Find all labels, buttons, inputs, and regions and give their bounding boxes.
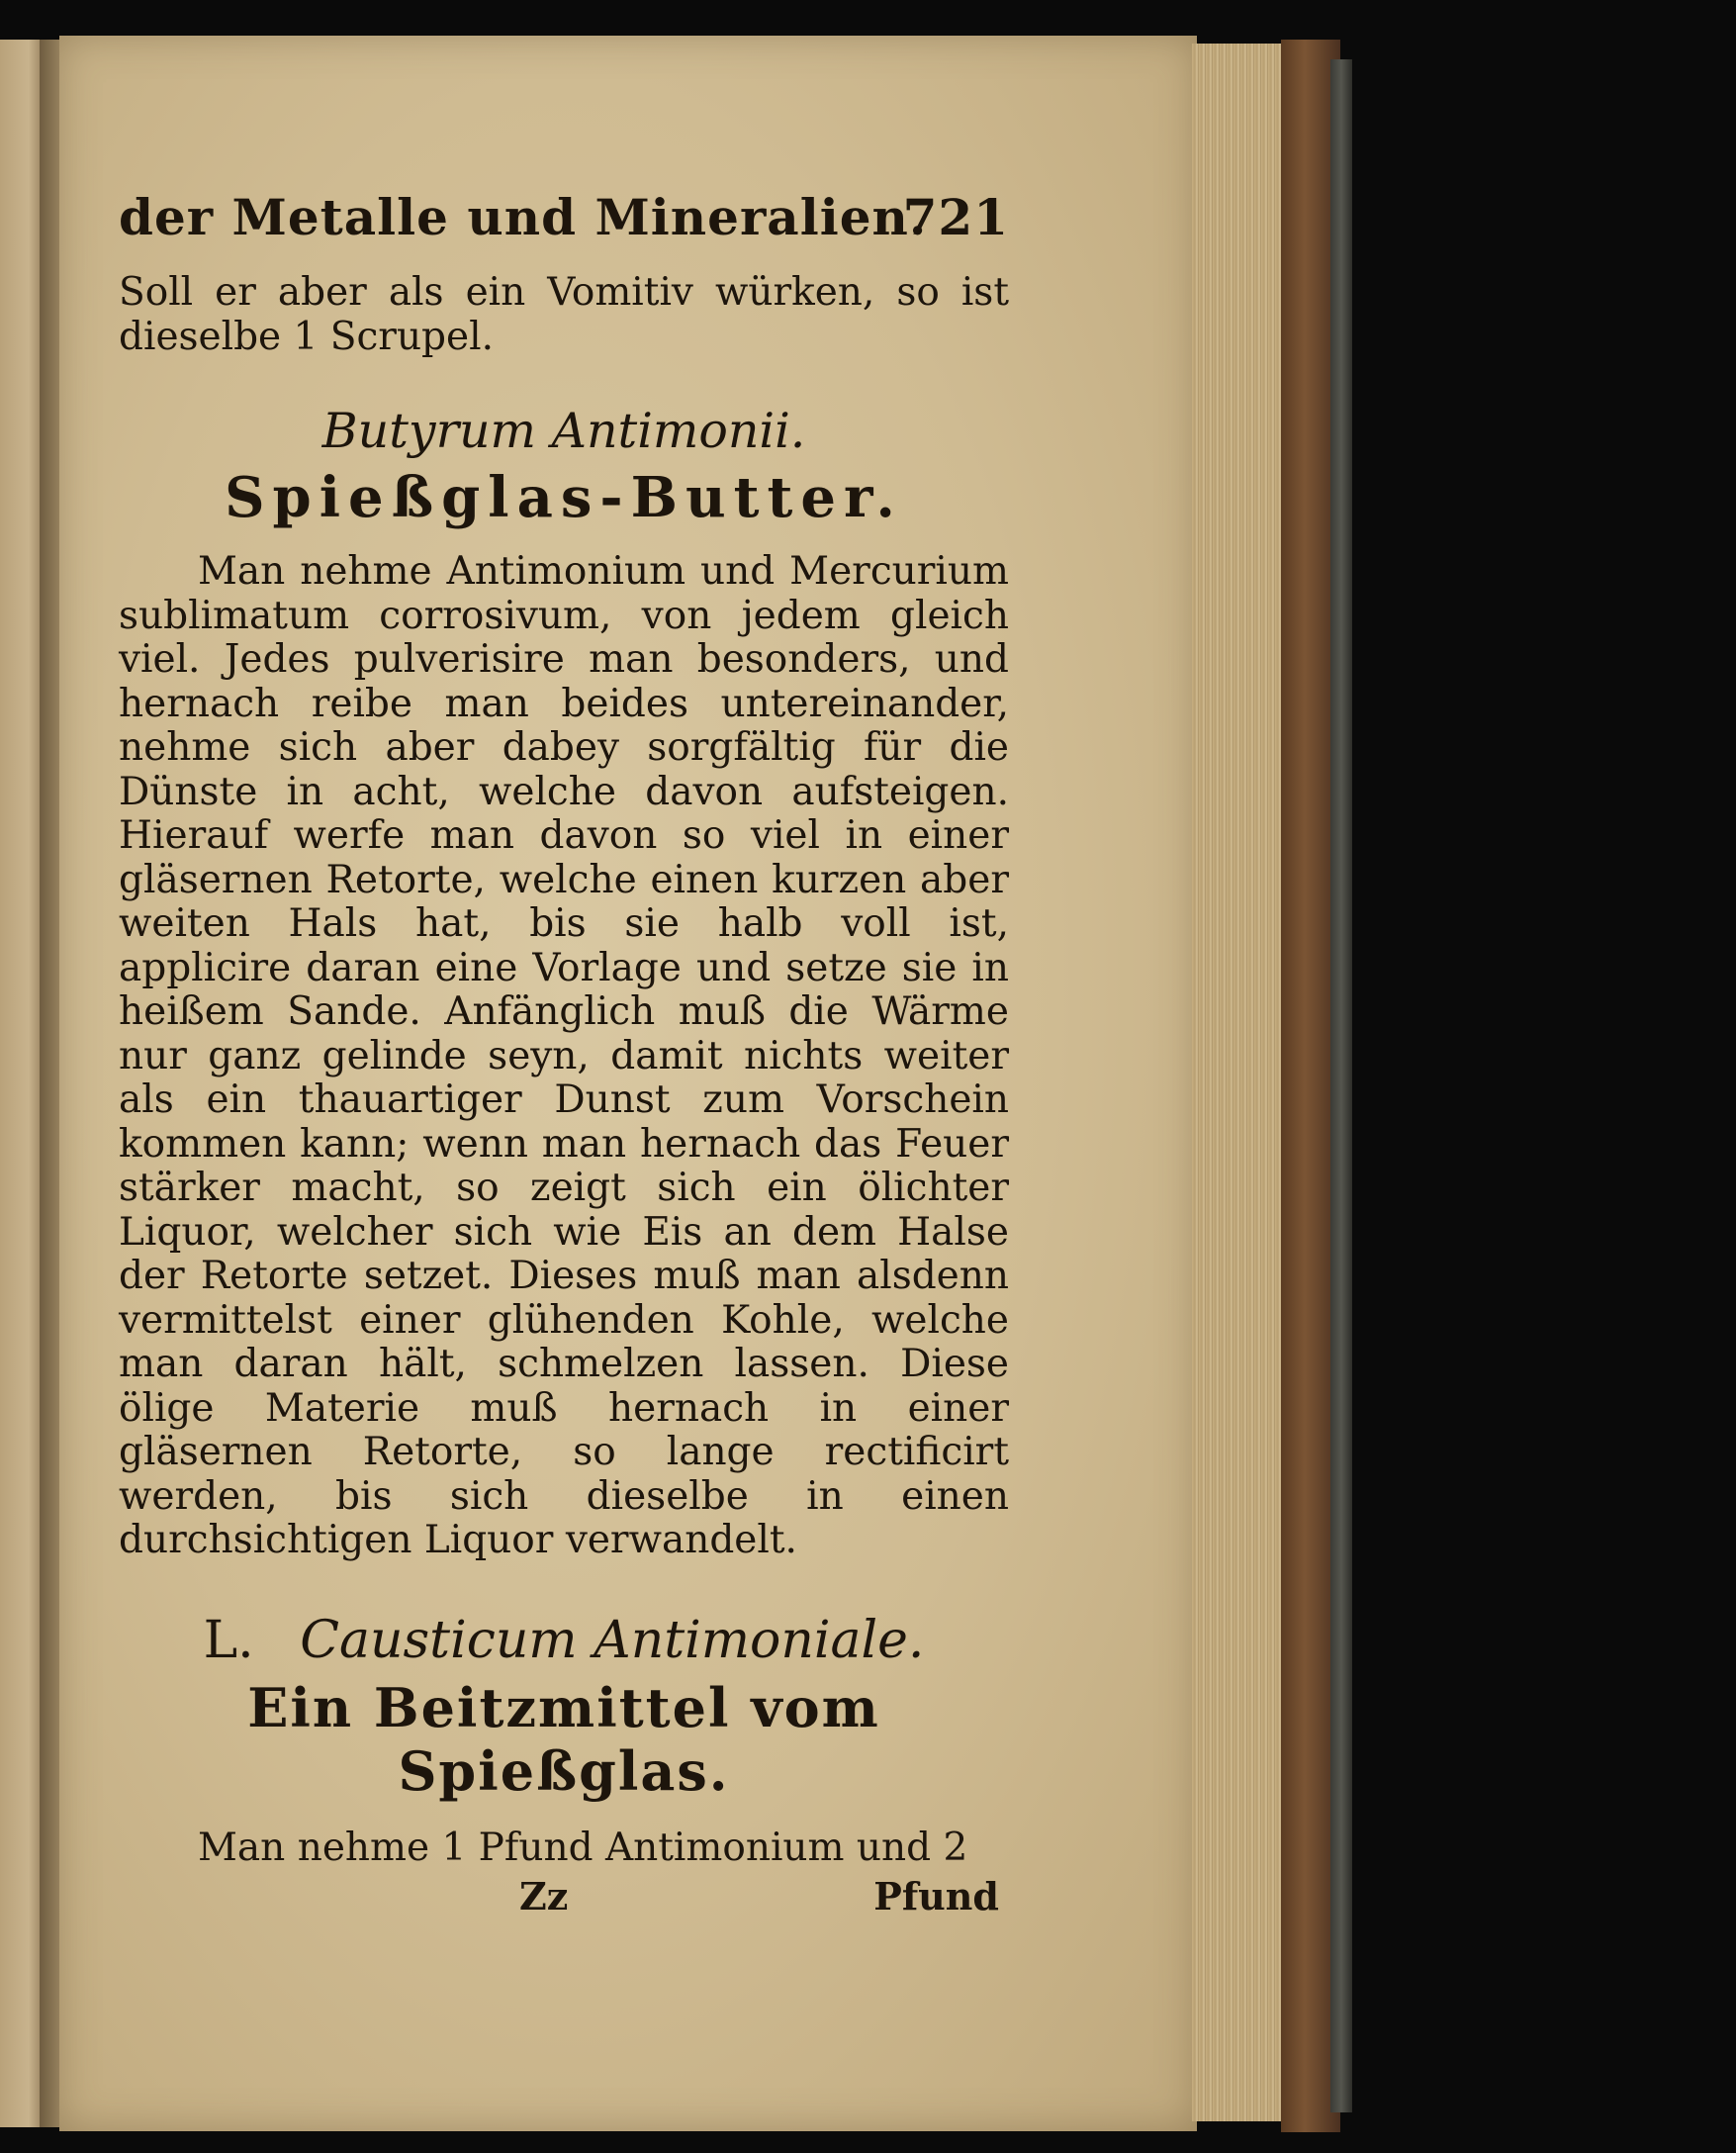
running-title: der Metalle und Mineralien. bbox=[119, 188, 928, 246]
intro-paragraph: Soll er aber als ein Vomitiv würken, so ist dieselbe 1 Scrupel. bbox=[119, 270, 1009, 359]
section-latin-title-2: Causticum Antimoniale. bbox=[300, 1610, 925, 1670]
book-cover-edge bbox=[1330, 59, 1352, 2112]
section-german-title-2: Ein Beitzmittel vom Spießglas. bbox=[247, 1675, 880, 1803]
catchword: Pfund bbox=[873, 1874, 999, 1919]
page-number: 721 bbox=[902, 188, 1009, 246]
section-body-2: Man nehme 1 Pfund Antimonium und 2 bbox=[198, 1825, 968, 1870]
page-footer bbox=[119, 1874, 1009, 1925]
page-content bbox=[119, 188, 1009, 1925]
section-body: Man nehme Antimonium und Mercurium sublimatum corrosivum, von jedem gleich viel. Jedes pulverisire man besonders, und hernach reibe man beides untereinander, nehme sich aber dabey sorgfältig für die Dünste in acht, welche davon aufsteigen. Hierauf werfe man davon so viel in einer gläsernen Retorte, welche einen kurzen aber weiten Hals hat, bis sie halb voll ist, applicire daran eine Vorlage und setze sie in heißem Sande. Anfänglich muß die Wärme nur ganz gelinde seyn, damit nichts weiter als ein thauartiger Dunst zum Vorschein kommen kann; wenn man hernach das Feuer stärker macht, so zeigt sich ein ölichter Liquor, welcher sich wie Eis an dem Halse der Retorte setzet. Dieses muß man alsdenn vermittelst einer glühenden Kohle, welche man daran hält, schmelzen lassen. Diese ölige Materie muß hernach in einer gläsernen Retorte, so lange rectificirt werden, bis sich dieselbe in einen durchsichtigen Liquor verwandelt. bbox=[119, 549, 1009, 1562]
section-heading bbox=[119, 1611, 1009, 1670]
running-header bbox=[119, 188, 1009, 257]
page-edge-stack bbox=[1192, 44, 1286, 2121]
section-latin-title: Butyrum Antimonii. bbox=[321, 403, 806, 459]
section-german-title: Spießglas-Butter. bbox=[225, 465, 903, 530]
signature-mark: Zz bbox=[519, 1874, 569, 1919]
section-number: L. bbox=[203, 1610, 254, 1670]
